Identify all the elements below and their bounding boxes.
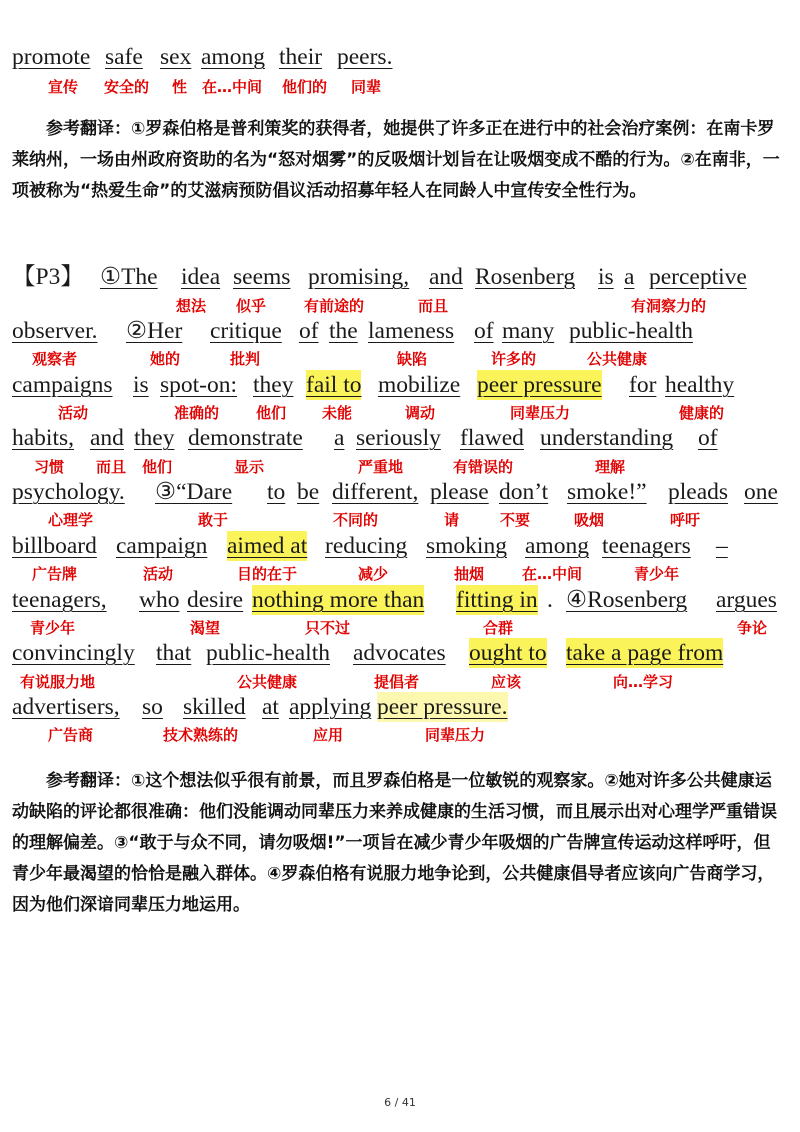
gloss: 同辈压力 [510,404,571,422]
gloss: 他们 [142,458,173,476]
gloss: 青少年 [634,565,680,583]
word: please [430,479,489,505]
gloss: 公共健康 [587,350,648,368]
word: psychology. [12,479,125,505]
word: be [297,479,320,505]
gloss: 青少年 [30,619,76,637]
gloss: 显示 [234,458,265,476]
word: perceptive [649,264,747,290]
highlighted-phrase: peer pressure. [377,694,508,720]
gloss: 敢于 [198,511,229,529]
word: a [624,264,635,290]
gloss: 合群 [483,619,514,637]
gloss: 目的在于 [237,565,298,583]
word: campaign [116,533,208,559]
gloss: 在…中间 [522,565,583,583]
word: and [90,425,124,451]
gloss: 广告商 [48,726,94,744]
highlighted-phrase: nothing more than [252,587,425,613]
word: skilled [183,694,246,720]
gloss: 似乎 [236,297,267,315]
reference-translation [12,766,782,921]
gloss: 有洞察力的 [631,297,707,315]
page-number: 6 / 41 [384,1096,416,1109]
gloss: 抽烟 [454,565,485,583]
reference-translation [12,114,782,207]
gloss: 提倡者 [374,673,420,691]
gloss: 心理学 [48,511,94,529]
gloss: 性 [172,78,188,96]
gloss: 严重地 [358,458,404,476]
gloss: 习惯 [34,458,65,476]
word: public-health [569,318,693,344]
word: spot-on: [160,372,238,398]
gloss: 想法 [176,297,207,315]
word: smoke!” [567,479,647,505]
word: they [134,425,175,451]
gloss: 渴望 [190,619,221,637]
word: don’t [499,479,549,505]
gloss: 安全的 [104,78,150,96]
gloss: 应该 [491,673,522,691]
word: that [156,640,192,666]
gloss: 她的 [150,350,181,368]
gloss: 广告牌 [32,565,78,583]
gloss: 而且 [96,458,127,476]
word: applying [289,694,372,720]
gloss: 向…学习 [613,673,674,691]
word: of [698,425,718,451]
word: so [142,694,163,720]
gloss: 争论 [737,619,768,637]
word: seriously [356,425,441,451]
gloss: 宣传 [48,78,79,96]
gloss: 减少 [358,565,389,583]
gloss: 不要 [500,511,531,529]
punctuation: . [547,587,553,613]
word: safe [105,44,143,70]
word: understanding [540,425,674,451]
gloss: 健康的 [679,404,725,422]
word: flawed [460,425,524,451]
translation-paragraph: 参考翻译：①罗森伯格是普利策奖的获得者，她提供了许多正在进行中的社会治疗案例：在南卡罗莱纳州，一场由州政府资助的名为“怒对烟雾”的反吸烟计划旨在让吸烟变成不酷的行为。②在南非，一项被称为“热爱生命”的艾滋病预防倡议活动招募年轻人在同龄人中宣传安全性行为。 [12,119,780,201]
word: who [139,587,180,613]
word: campaigns [12,372,113,398]
gloss: 他们的 [282,78,328,96]
word: seems [233,264,291,290]
word: ②Her [126,318,183,344]
word: promote [12,44,91,70]
word: of [474,318,494,344]
word: – [716,533,728,559]
word: public-health [206,640,330,666]
gloss: 同辈压力 [425,726,486,744]
word: one [744,479,778,505]
gloss: 有错误的 [453,458,514,476]
highlighted-phrase: fail to [306,372,362,398]
gloss: 呼吁 [670,511,701,529]
highlighted-phrase: ought to [469,640,547,666]
word: the [329,318,358,344]
highlighted-phrase: fitting in [456,587,538,613]
word: for [629,372,657,398]
word: and [429,264,463,290]
word: they [253,372,294,398]
word: a [334,425,345,451]
word: is [133,372,149,398]
highlighted-phrase: aimed at [227,533,308,559]
word: of [299,318,319,344]
word: reducing [325,533,408,559]
word: critique [210,318,282,344]
word: Rosenberg [475,264,576,290]
translation-paragraph: 参考翻译：①这个想法似乎很有前景，而且罗森伯格是一位敏锐的观察家。②她对许多公共健康运动缺陷的评论都很准确：他们没能调动同辈压力来养成健康的生活习惯，而且展示出对心理学严重错误的理解偏差。③“敢于与众不同，请勿吸烟!”一项旨在减少青少年吸烟的广告牌宣传运动这样呼吁，但青少年最渴望的恰恰是融入群体。④罗森伯格有说服力地争论到，公共健康倡导者应该向广告商学习，因为他们深谙同辈压力地运用。 [12,771,777,915]
paragraph-tag: 【P3】 [12,264,84,290]
gloss: 公共健康 [237,673,298,691]
gloss: 观察者 [32,350,78,368]
word: advocates [353,640,446,666]
highlighted-phrase: peer pressure [477,372,602,398]
word: to [267,479,286,505]
gloss: 未能 [322,404,353,422]
word: their [279,44,323,70]
word: ④Rosenberg [566,587,688,613]
word: ①The [100,264,158,290]
word: sex [160,44,192,70]
word: desire [187,587,244,613]
gloss: 不同的 [333,511,379,529]
gloss: 有前途的 [304,297,365,315]
word: teenagers, [12,587,107,613]
word: among [201,44,265,70]
word: among [525,533,589,559]
gloss: 在…中间 [202,78,263,96]
word: healthy [665,372,735,398]
word: convincingly [12,640,135,666]
word: at [262,694,279,720]
word: advertisers, [12,694,120,720]
gloss: 许多的 [491,350,537,368]
gloss: 同辈 [351,78,382,96]
gloss: 活动 [58,404,89,422]
word: demonstrate [188,425,303,451]
gloss: 技术熟练的 [163,726,239,744]
gloss: 理解 [595,458,626,476]
gloss: 有说服力地 [20,673,96,691]
gloss: 请 [444,511,460,529]
word: habits, [12,425,75,451]
gloss: 调动 [405,404,436,422]
gloss: 而且 [418,297,449,315]
word: promising, [308,264,410,290]
word: idea [181,264,221,290]
gloss: 他们 [256,404,287,422]
gloss: 准确的 [174,404,220,422]
word: teenagers [602,533,691,559]
gloss: 缺陷 [397,350,428,368]
word: pleads [668,479,729,505]
word: ③“Dare [155,479,233,505]
word: mobilize [378,372,461,398]
word: different, [332,479,419,505]
word: observer. [12,318,98,344]
word: smoking [426,533,507,559]
word: many [502,318,555,344]
word: lameness [368,318,455,344]
highlighted-phrase: take a page from [566,640,724,666]
gloss: 只不过 [305,619,351,637]
word: is [598,264,614,290]
gloss: 吸烟 [574,511,605,529]
word: billboard [12,533,97,559]
gloss: 活动 [143,565,174,583]
gloss: 批判 [230,350,261,368]
word: argues [716,587,777,613]
word: peers. [337,44,393,70]
gloss: 应用 [313,726,344,744]
